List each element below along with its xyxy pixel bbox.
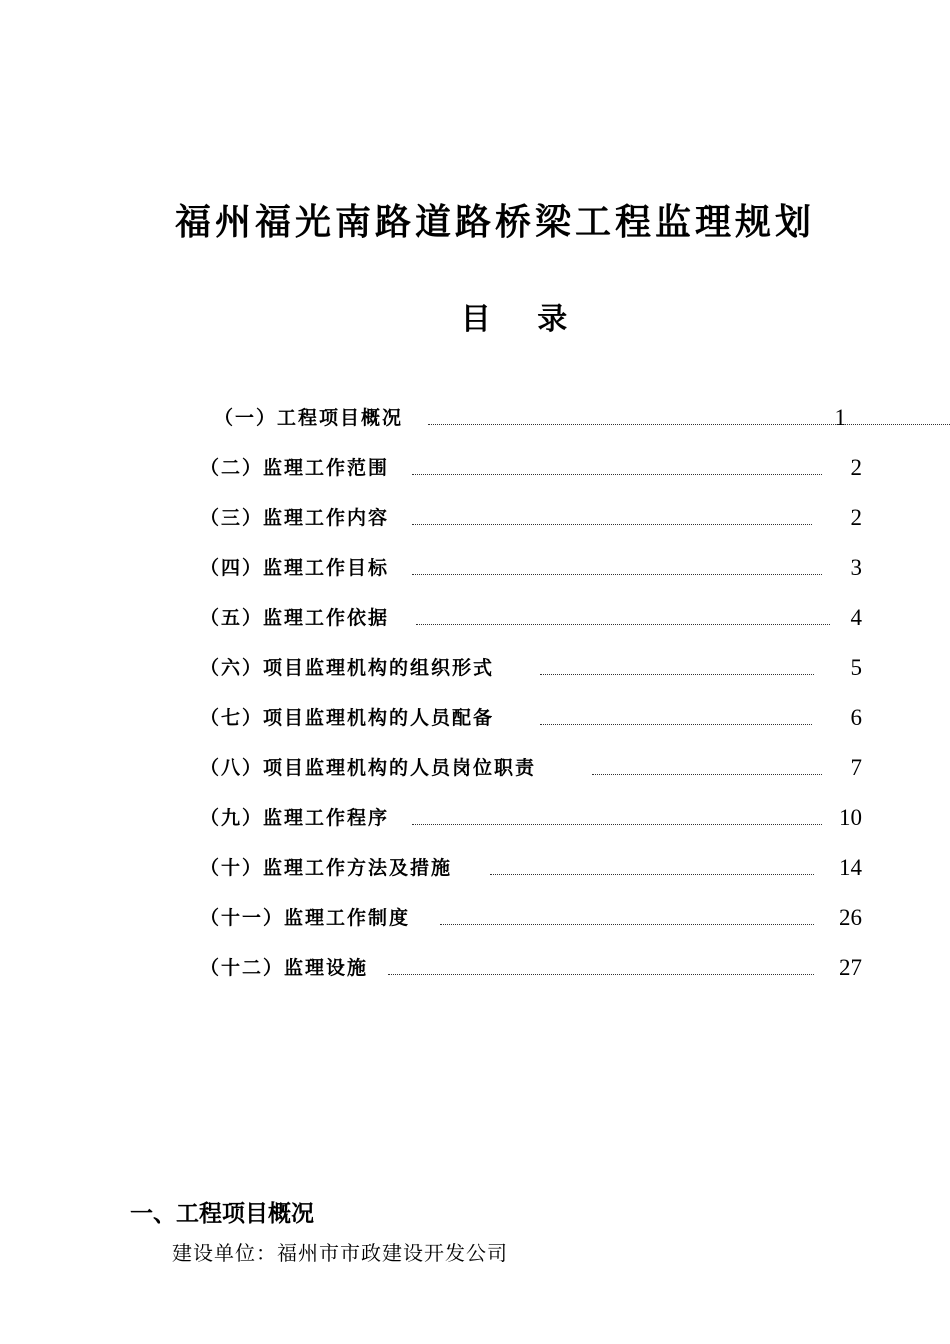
toc-entry-label: （七）项目监理机构的人员配备 — [200, 707, 495, 729]
toc-leader — [428, 424, 950, 425]
toc-entry-label: （十）监理工作方法及措施 — [200, 857, 453, 879]
toc-leader — [440, 924, 814, 925]
toc-entry-page: 2 — [850, 505, 862, 530]
toc-leader — [388, 974, 814, 975]
toc-leader — [412, 524, 812, 525]
toc-entry-label: （二）监理工作范围 — [200, 457, 390, 479]
toc-entry-label: （四）监理工作目标 — [200, 557, 390, 579]
toc-leader — [592, 774, 822, 775]
toc-entry[interactable] — [200, 702, 862, 734]
toc-entry-page: 7 — [850, 755, 862, 780]
toc-entry-label: （五）监理工作依据 — [200, 607, 390, 629]
toc-leader — [412, 474, 822, 475]
toc-entry-page: 6 — [850, 705, 862, 730]
section-heading: 一、工程项目概况 — [130, 1200, 314, 1227]
toc-entry[interactable] — [200, 852, 862, 884]
toc-entry-label: （九）监理工作程序 — [200, 807, 390, 829]
toc-entry-label: （一）工程项目概况 — [214, 407, 404, 429]
toc-entry-label: （三）监理工作内容 — [200, 507, 390, 529]
toc-entry-page: 2 — [850, 455, 862, 480]
toc-entry-page: 4 — [850, 605, 862, 630]
toc-entry-label: （十一）监理工作制度 — [200, 907, 411, 929]
toc-leader — [412, 574, 822, 575]
toc-entry[interactable] — [200, 902, 862, 934]
toc-entry-page: 26 — [839, 905, 862, 930]
toc-entry[interactable] — [200, 952, 862, 984]
toc-entry-page: 10 — [839, 805, 862, 830]
toc-entry-label: （八）项目监理机构的人员岗位职责 — [200, 757, 537, 779]
document-title: 福州福光南路道路桥梁工程监理规划 — [174, 201, 815, 243]
toc-leader — [540, 674, 814, 675]
toc-entry[interactable] — [200, 452, 862, 484]
toc-entry[interactable] — [200, 552, 862, 584]
toc-entry[interactable] — [200, 802, 862, 834]
toc-entry-page: 27 — [839, 955, 862, 980]
toc-leader — [490, 874, 814, 875]
toc-entry-page: 3 — [850, 555, 862, 580]
toc-entry-label: （六）项目监理机构的组织形式 — [200, 657, 495, 679]
toc-entry-label: （十二）监理设施 — [200, 957, 369, 979]
toc-leader — [540, 724, 812, 725]
toc-entry-page: 1 — [834, 405, 846, 430]
toc-leader — [416, 624, 830, 625]
toc-entry[interactable] — [200, 602, 862, 634]
toc-entry[interactable] — [200, 652, 862, 684]
toc-heading: 目 录 — [460, 302, 586, 337]
toc-entry[interactable] — [214, 402, 862, 434]
toc-entry-page: 5 — [850, 655, 862, 680]
construction-unit-line: 建设单位：福州市市政建设开发公司 — [172, 1241, 508, 1265]
toc-entry[interactable] — [200, 502, 862, 534]
toc-leader — [412, 824, 822, 825]
toc-entry-page: 14 — [839, 855, 862, 880]
toc-entry[interactable] — [200, 752, 862, 784]
